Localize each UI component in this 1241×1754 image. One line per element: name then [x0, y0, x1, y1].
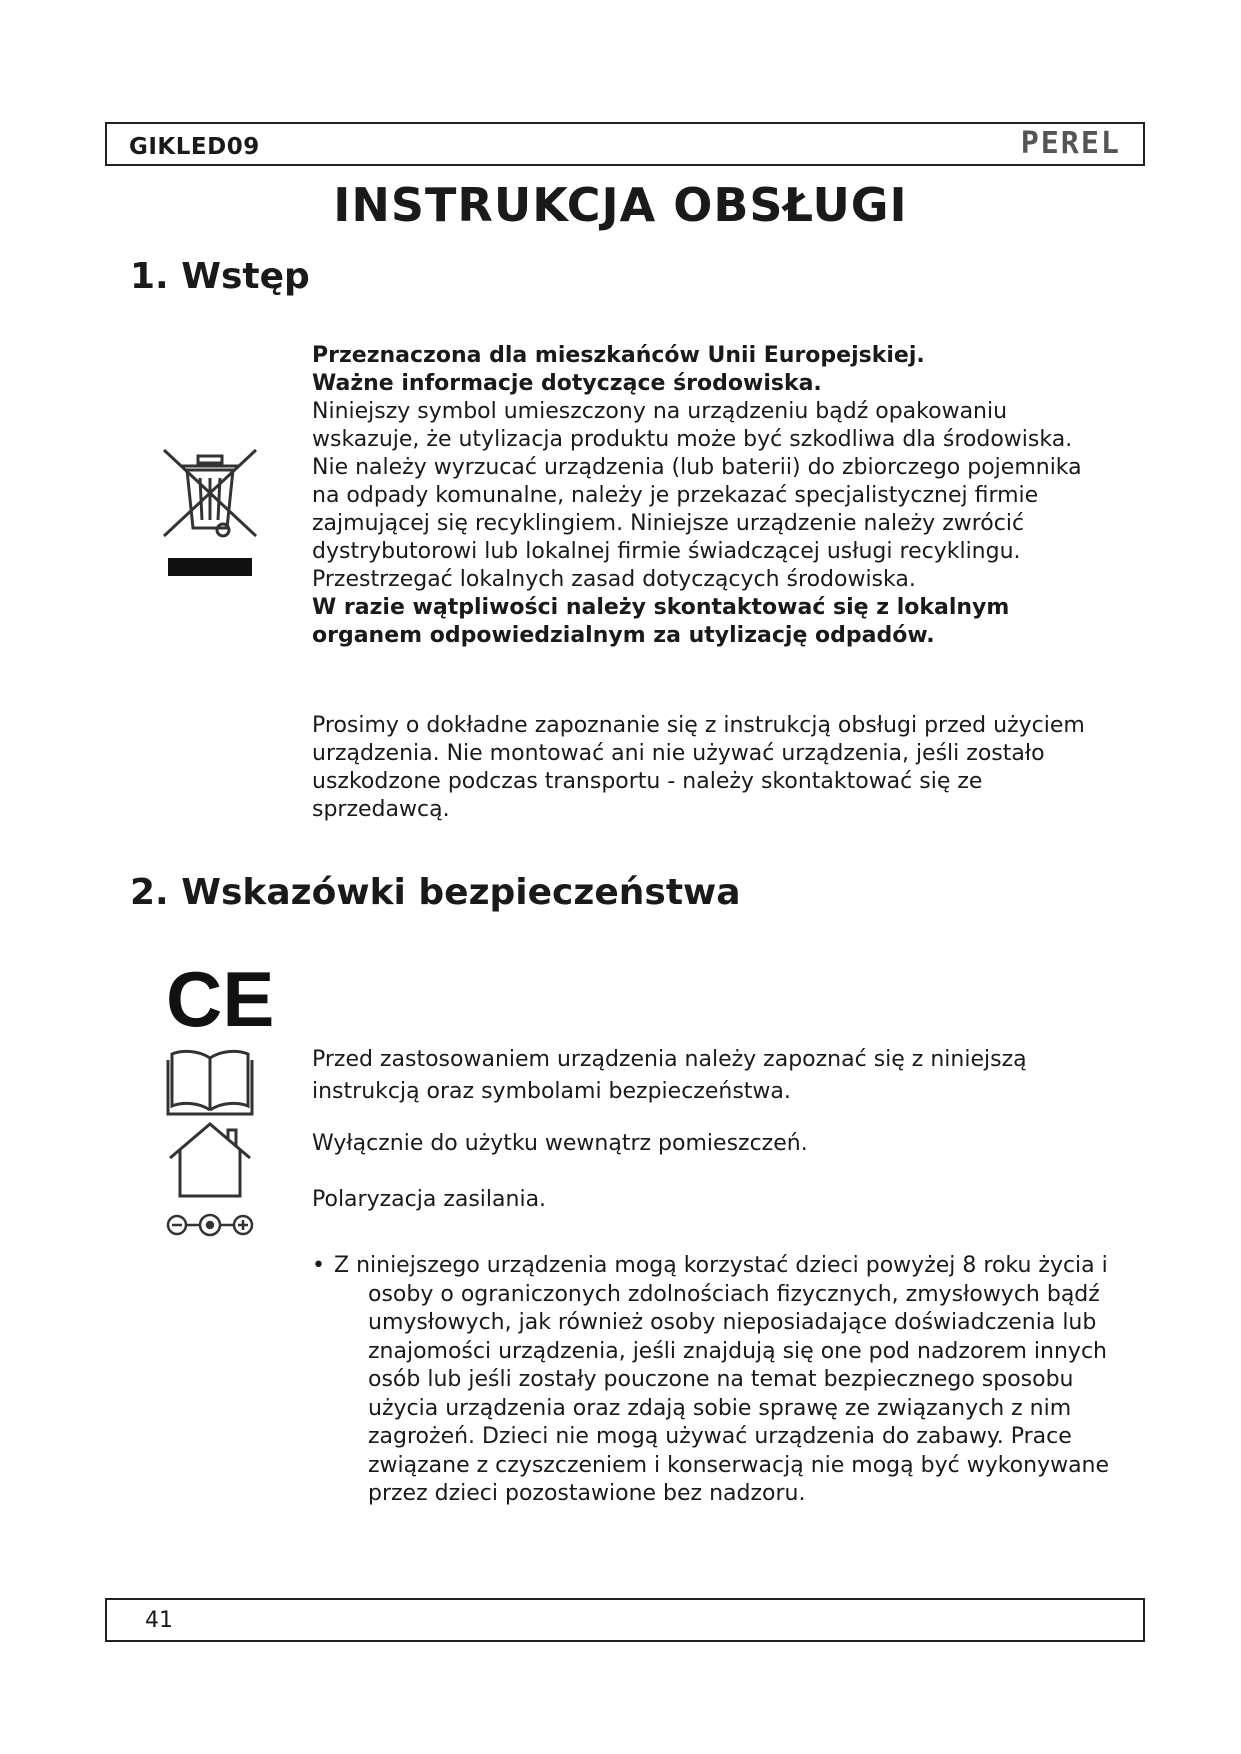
open-book-icon — [164, 1044, 256, 1120]
contact-authority-notice: W razie wątpliwości należy skontaktować się z lokalnym organem odpowiedzialnym za utylizację odpadów. — [312, 595, 1010, 648]
manual-symbols-paragraph — [312, 1044, 1112, 1108]
polarity-text: Polaryzacja zasilania. — [312, 1187, 547, 1212]
ce-mark-label: CE — [166, 955, 275, 1043]
page-footer — [105, 1598, 1145, 1642]
polarity-icon — [164, 1212, 256, 1238]
manual-symbols-text: Przed zastosowaniem urządzenia należy zapoznać się z niniejszą instrukcją oraz symbolami bezpieczeństwa. — [312, 1047, 1027, 1104]
read-manual-paragraph — [312, 712, 1112, 824]
indoor-use-text: Wyłącznie do użytku wewnątrz pomieszczeń. — [312, 1131, 808, 1156]
indoor-use-paragraph — [312, 1130, 1112, 1158]
section-heading-introduction: 1. Wstęp — [130, 256, 310, 297]
bullet-marker: • — [312, 1253, 325, 1278]
document-title: INSTRUKCJA OBSŁUGI — [333, 178, 908, 232]
page-number: 41 — [145, 1608, 173, 1633]
section-heading-safety: 2. Wskazówki bezpieczeństwa — [130, 872, 741, 913]
polarity-paragraph — [312, 1186, 1112, 1214]
environment-notice: Ważne informacje dotyczące środowiska. — [312, 371, 822, 396]
weee-bin-icon — [160, 446, 260, 582]
ce-mark-icon — [166, 955, 275, 1043]
environment-info — [312, 342, 1112, 650]
children-safety-item: Z niniejszego urządzenia mogą korzystać dzieci powyżej 8 roku życia i osoby o ograniczonych zdolnościach fizycznych, zmysłowych bądź umysłowych, jak również osoby nieposiadające doświadczenia lub znajomości urządzenia, jeśli znajdują się one pod nadzorem innych osób lub jeśli zostały pouczone na temat bezpiecznego sposobu użycia urządzenia oraz zdają sobie sprawę ze związanych z nim zagrożeń. Dzieci nie mogą używać urządzenia do zabawy. Prace związane z czyszczeniem i konserwacją nie mogą być wykonywane przez dzieci pozostawione bez nadzoru. — [334, 1253, 1110, 1506]
children-safety-list — [312, 1252, 1112, 1509]
eu-notice: Przeznaczona dla mieszkańców Unii Europejskiej. — [312, 343, 925, 368]
disposal-instructions: Niniejszy symbol umieszczony na urządzeniu bądź opakowaniu wskazuje, że utylizacja produktu może być szkodliwa dla środowiska. Nie należy wyrzucać urządzenia (lub baterii) do zbiorczego pojemnika na odpady komunalne, należy je przekazać specjalistycznej firmie zajmującej się recyklingiem. Niniejsze urządzenie należy zwrócić dystrybutorowi lub lokalnej firmie świadczącej usługi recyklingu. Przestrzegać lokalnych zasad dotyczących środowiska. — [312, 399, 1082, 592]
brand-logo: PEREL — [1020, 126, 1121, 161]
read-manual-text: Prosimy o dokładne zapoznanie się z instrukcją obsługi przed użyciem urządzenia. Nie montować ani nie używać urządzenia, jeśli zostało uszkodzone podczas transportu - należy skontaktować się ze sprzedawcą. — [312, 713, 1085, 822]
indoor-house-icon — [164, 1120, 256, 1200]
model-number: GIKLED09 — [129, 134, 260, 160]
page-header — [105, 122, 1145, 166]
